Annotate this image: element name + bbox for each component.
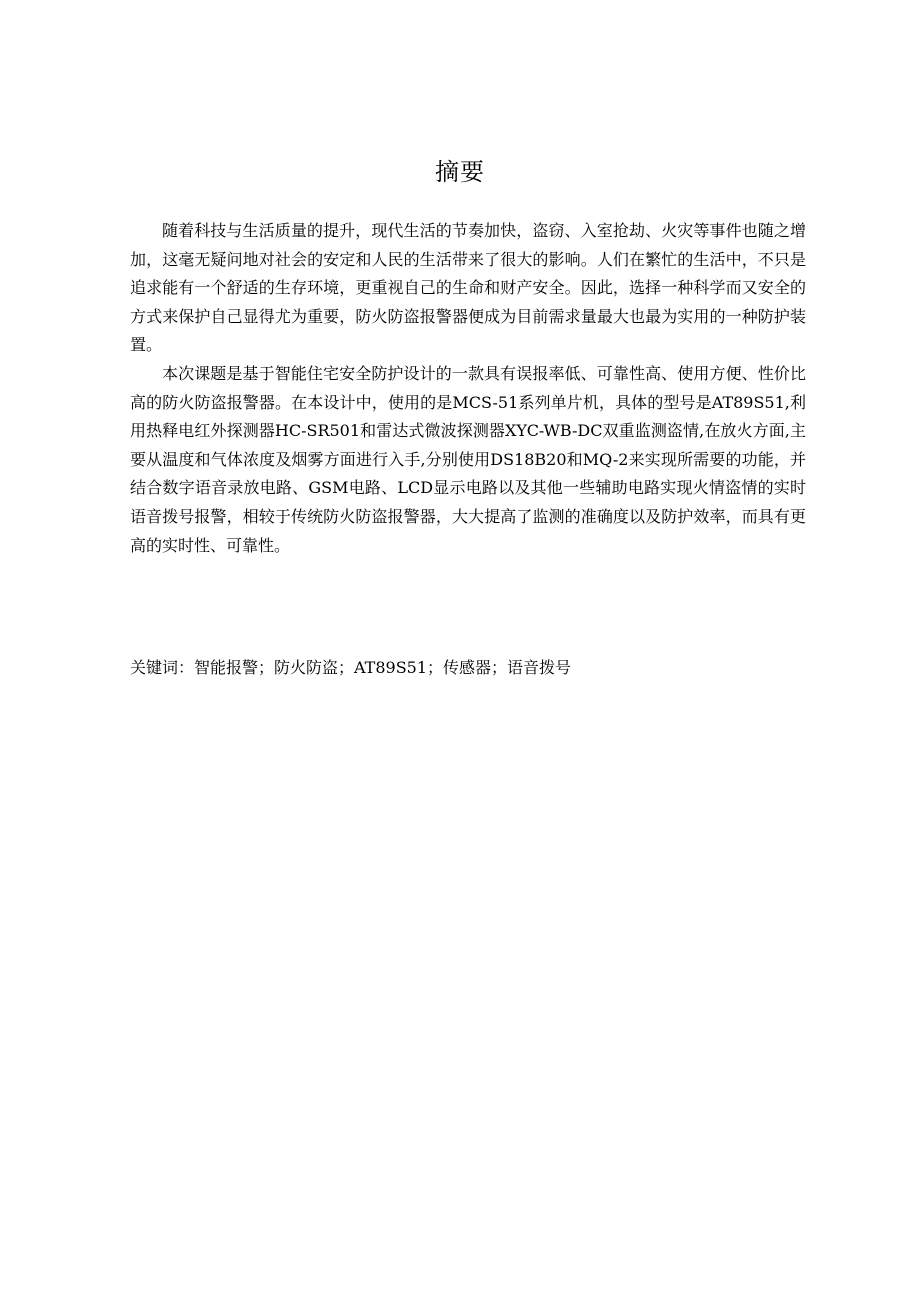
- abstract-paragraph-1: 随着科技与生活质量的提升，现代生活的节奏加快，盗窃、入室抢劫、火灾等事件也随之增加，这毫无疑问地对社会的安定和人民的生活带来了很大的影响。人们在繁忙的生活中，不只是追求能有一个舒适的生存环境，更重视自己的生命和财产安全。因此，选择一种科学而又安全的方式来保护自己显得尤为重要，防火防盗报警器便成为目前需求量最大也最为实用的一种防护装置。: [130, 221, 806, 355]
- abstract-title: 摘要: [435, 158, 485, 186]
- keywords-line: 关键词：智能报警；防火防盗；AT89S51；传感器；语音拨号: [130, 658, 572, 677]
- abstract-body: [130, 217, 806, 560]
- abstract-paragraph-2: 本次课题是基于智能住宅安全防护设计的一款具有误报率低、可靠性高、使用方便、性价比高的防火防盗报警器。在本设计中，使用的是MCS-51系列单片机，具体的型号是AT89S51,利用热释电红外探测器HC-SR501和雷达式微波探测器XYC-WB-DC双重监测盗情,在放火方面,主要从温度和气体浓度及烟雾方面进行入手,分别使用DS18B20和MQ-2来实现所需要的功能，并结合数字语音录放电路、GSM电路、LCD显示电路以及其他一些辅助电路实现火情盗情的实时语音拨号报警，相较于传统防火防盗报警器，大大提高了监测的准确度以及防护效率，而具有更高的实时性、可靠性。: [130, 363, 806, 555]
